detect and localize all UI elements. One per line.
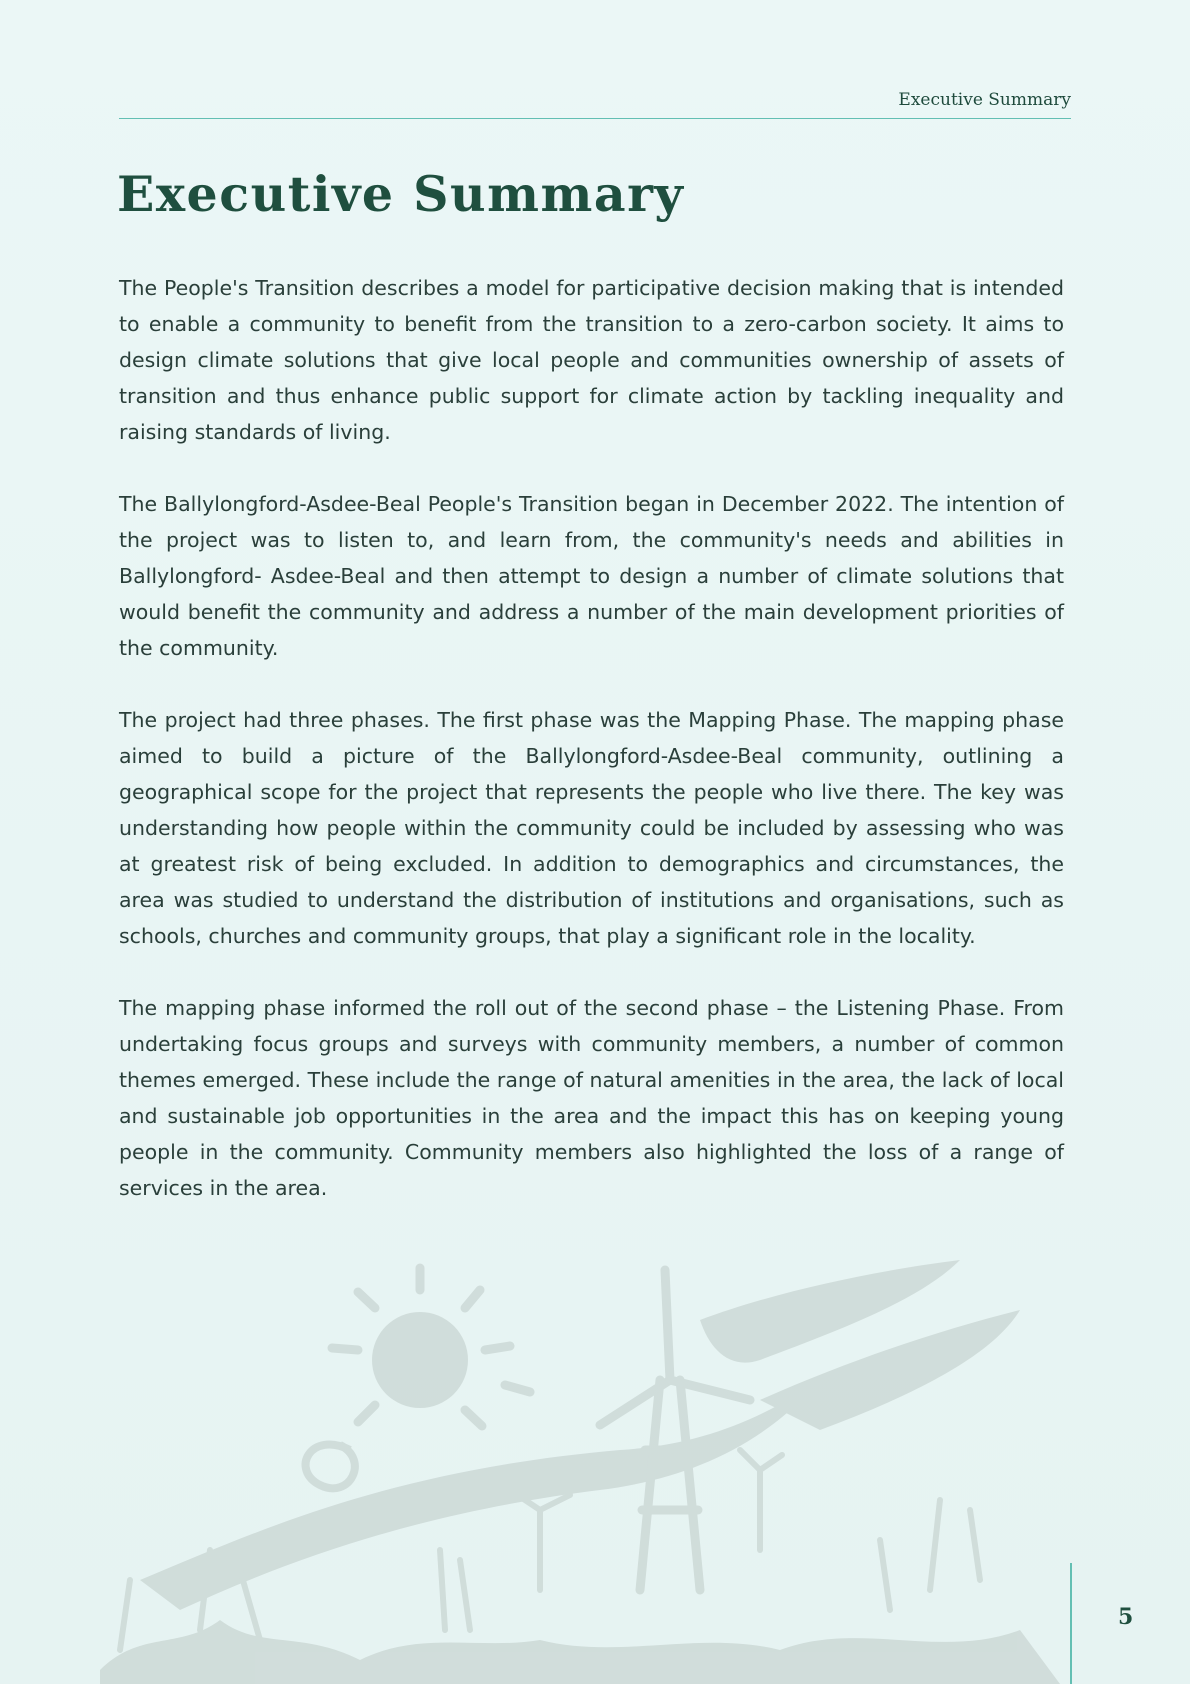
ground-scribbles	[100, 1620, 1060, 1684]
running-header	[119, 88, 1071, 119]
paragraph-project-start: The Ballylongford-Asdee-Beal People's Transition began in December 2022. The intention of the project was to listen to, and learn from, the community's needs and abilities in Ballylongford- Asdee-Beal and then attempt to design a number of climate solutions that would benefit the community and address a number of the main development priorities of the community.	[119, 492, 1064, 660]
body-text	[119, 270, 1064, 1242]
paragraph-intro: The People's Transition describes a model for participative decision making that is intended to enable a community to benefit from the transition to a zero-carbon society. It aims to design climate solutions that give local people and communities ownership of assets of transition and thus enhance public support for climate action by tackling inequality and raising standards of living.	[119, 276, 1064, 444]
watermark-illustration	[60, 1250, 1090, 1684]
sun-icon	[372, 1312, 468, 1408]
spiral-swirl	[306, 1445, 355, 1489]
paragraph-mapping-phase: The project had three phases. The first phase was the Mapping Phase. The mapping phase aimed to build a picture of the Ballylongford-Asdee-Beal community, outlining a geographical scope for the project that represents the people who live there. The key was understanding how people within the community could be included by assessing who was at greatest risk of being excluded. In addition to demographics and circumstances, the area was studied to understand the distribution of institutions and organisations, such as schools, churches and community groups, that play a significant role in the locality.	[119, 708, 1064, 948]
page-title: Executive Summary	[117, 165, 685, 223]
page-number: 5	[1118, 1604, 1134, 1630]
running-header-title: Executive Summary	[898, 90, 1071, 110]
paragraph-listening-phase: The mapping phase informed the roll out of the second phase – the Listening Phase. From undertaking focus groups and surveys with community members, a number of common themes emerged. These include the range of natural amenities in the area, the lack of local and sustainable job opportunities in the area and the impact this has on keeping young people in the community. Community members also highlighted the loss of a range of services in the area.	[119, 996, 1064, 1200]
page-number-divider	[1070, 1563, 1072, 1684]
